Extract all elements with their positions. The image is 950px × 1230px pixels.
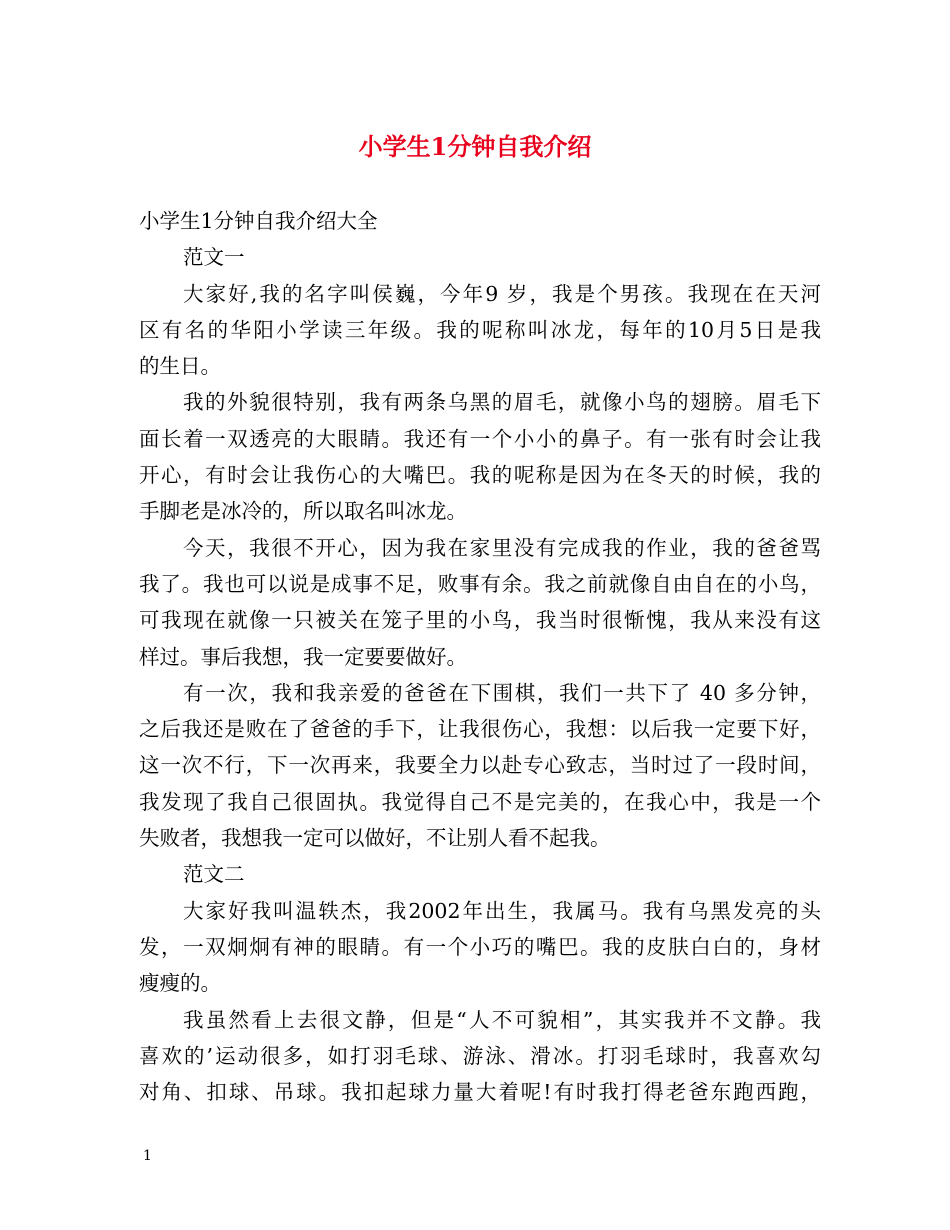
text-line: 我的外貌很特别，我有两条乌黑的眉毛，就像小鸟的翅膀。眉毛下: [183, 390, 821, 415]
text-line: 有一次，我和我亲爱的爸爸在下围棋，我们一共下了 40 多分钟，: [183, 680, 821, 705]
text-line: 小学生1分钟自我介绍大全: [139, 209, 378, 233]
text-line: 面长着一双透亮的大眼睛。我还有一个小小的鼻子。有一张有时会让我: [139, 426, 821, 451]
text-line: 今天，我很不开心，因为我在家里没有完成我的作业，我的爸爸骂: [183, 535, 821, 560]
text-line: 样过。事后我想，我一定要要做好。: [139, 644, 467, 669]
text-line: 失败者，我想我一定可以做好，不让别人看不起我。: [139, 826, 611, 851]
document-body: [139, 203, 821, 1110]
text-line: 我发现了我自己很固执。我觉得自己不是完美的，在我心中，我是一个: [139, 789, 821, 814]
text-line: 发，一双炯炯有神的眼睛。有一个小巧的嘴巴。我的皮肤白白的，身材: [139, 934, 821, 959]
document-title: 小学生1分钟自我介绍: [358, 132, 592, 161]
text-line: 大家好我叫温轶杰，我2002年出生，我属马。我有乌黑发亮的头: [183, 898, 821, 923]
text-line: 瘦瘦的。: [139, 971, 221, 996]
text-line: 范文一: [183, 245, 245, 270]
text-line: 这一次不行，下一次再来，我要全力以赴专心致志，当时过了一段时间，: [139, 753, 821, 778]
text-line: 我了。我也可以说是成事不足，败事有余。我之前就像自由自在的小鸟，: [139, 571, 821, 596]
text-line: 区有名的华阳小学读三年级。我的呢称叫冰龙，每年的10月5日是我: [139, 317, 821, 342]
text-line: 的生日。: [139, 354, 221, 379]
text-line: 手脚老是冰冷的，所以取名叫冰龙。: [139, 499, 467, 524]
text-line: 范文二: [183, 862, 245, 887]
page-number: 1: [143, 1148, 152, 1164]
text-line: 我虽然看上去很文静，但是“人不可貌相”，其实我并不文静。我: [183, 1007, 821, 1032]
text-line: 可我现在就像一只被关在笼子里的小鸟，我当时很惭愧，我从来没有这: [139, 608, 821, 633]
text-line: 之后我还是败在了爸爸的手下，让我很伤心，我想：以后我一定要下好，: [139, 717, 821, 742]
text-line: 对角、扣球、吊球。我扣起球力量大着呢!有时我打得老爸东跑西跑，: [139, 1080, 821, 1105]
text-line: 开心，有时会让我伤心的大嘴巴。我的呢称是因为在冬天的时候，我的: [139, 463, 821, 488]
text-line: 大家好,我的名字叫侯巍，今年9 岁，我是个男孩。我现在在天河: [183, 281, 821, 306]
text-line: 喜欢的’运动很多，如打羽毛球、游泳、滑冰。打羽毛球时，我喜欢勾: [139, 1043, 821, 1068]
